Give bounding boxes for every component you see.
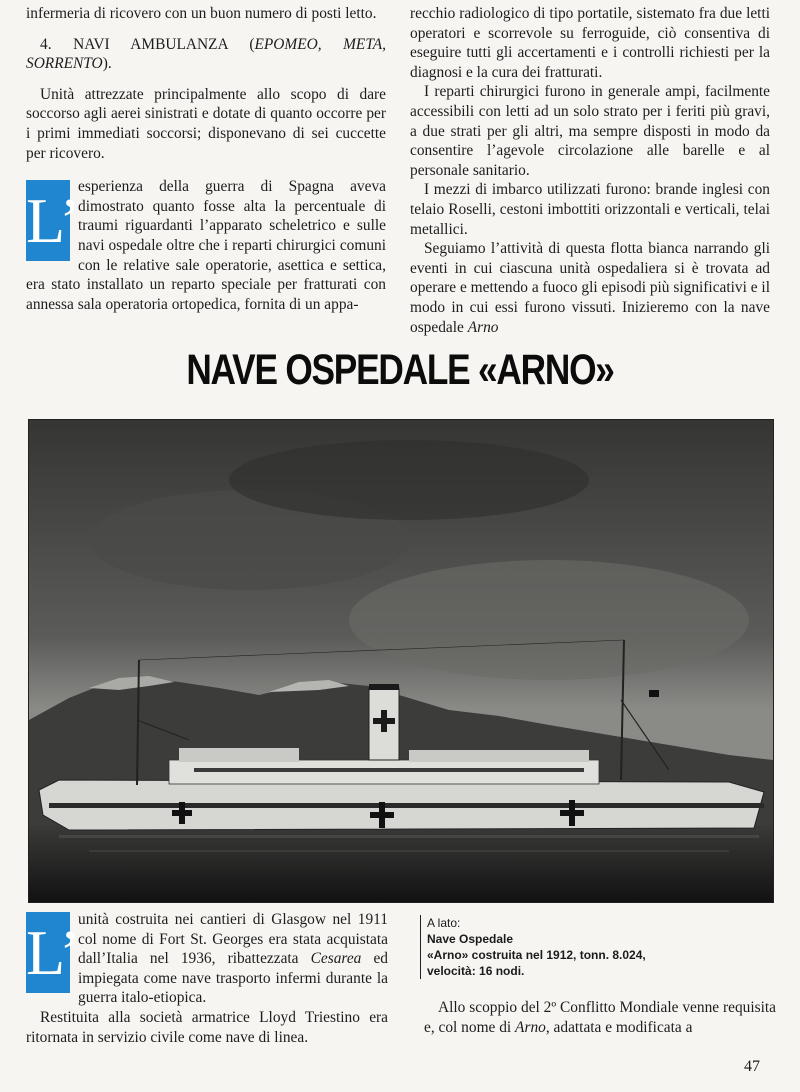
paragraph-text: esperienza della guerra di Spagna aveva dimostrato quanto fosse alta la percentuale di traumi riguardanti l’apparato scheletrico e sulle navi ospedale oltre che i reparti chirurgici comuni con le relative sale operatorie, asettica e settica, era stato installato un reparto speciale per fratturati con annessa sala operatoria ortopedica, fornita di un appa- bbox=[26, 178, 386, 313]
ship-name: Arno bbox=[515, 1018, 546, 1036]
paragraph-text: ed impiegata come nave trasporto infermi durante la guerra italo-etiopica. bbox=[78, 950, 388, 1007]
paragraph-text: unità costruita nei cantieri di Glasgow nel 1911 col nome di Fort St. Georges era stata acquistata dall’Italia nel 1936, ribattezzata bbox=[78, 911, 388, 968]
ship-name: Cesarea bbox=[310, 950, 362, 968]
section-number: 4. NAVI AMBULANZA ( bbox=[40, 35, 255, 53]
paragraph: I reparti chirurgici furono in generale ampi, facilmente accessibili con letti ad un solo strato per i feriti più gravi, a due strati per gli altri, ma sempre disposti in modo da consentire l’agevole circolazione alle barelle e al personale sanitario. bbox=[410, 83, 770, 179]
section-close: ). bbox=[102, 55, 112, 73]
ship-name: Arno bbox=[467, 318, 499, 336]
ship-photo-image bbox=[29, 420, 773, 902]
caption-line: velocità: 16 nodi. bbox=[427, 964, 525, 978]
paragraph: Restituita alla società armatrice Lloyd Triestino era ritornata in servizio civile come nave di linea. bbox=[26, 1008, 388, 1046]
caption-intro: A lato: bbox=[427, 916, 461, 930]
paragraph-with-dropcap bbox=[26, 910, 388, 1008]
right-column-top bbox=[410, 4, 770, 337]
left-column-top bbox=[26, 4, 386, 314]
section-ships: EPOMEO, META, SORRENTO bbox=[26, 35, 386, 73]
paragraph-text: Seguiamo l’attività di questa flotta bianca narrando gli eventi in cui ciascuna unità ospedaliera si è trovata ad operare e mettendo a fuoco gli episodi più significativi e il modo in cui essi furono vissuti. Inizieremo con la nave ospedale bbox=[410, 240, 770, 336]
page-title: NAVE OSPEDALE «ARNO» bbox=[186, 346, 614, 394]
photo-caption bbox=[420, 915, 787, 979]
paragraph: recchio radiologico di tipo portatile, sistemato fra due letti operatori e scorrevole su ferroguide, ciò consentiva di eseguire tutti gli accertamenti e i controlli richiesti per la diagnosi e la cura dei fratturati. bbox=[410, 5, 770, 81]
page-number: 47 bbox=[744, 1058, 760, 1075]
right-column-bottom bbox=[424, 998, 776, 1037]
caption-line: «Arno» costruita nel 1912, tonn. 8.024, bbox=[427, 948, 646, 962]
ship-photo bbox=[28, 419, 774, 903]
paragraph: I mezzi di imbarco utilizzati furono: brande inglesi con telaio Roselli, cestoni imbottiti orizzontali e verticali, telai metallici. bbox=[410, 181, 770, 238]
paragraph bbox=[410, 239, 770, 337]
caption-line: Nave Ospedale bbox=[427, 932, 514, 946]
left-column-bottom bbox=[26, 910, 388, 1047]
paragraph: Unità attrezzate principalmente allo scopo di dare soccorso agli aerei sinistrati e dotate di quanto occorre per i primi immediati soccorsi; disponevano di sei cuccette per ricovero. bbox=[26, 85, 386, 162]
paragraph bbox=[424, 998, 776, 1037]
dropcap: L’ bbox=[26, 180, 70, 261]
dropcap: L’ bbox=[26, 912, 70, 993]
paragraph-text: Allo scoppio del 2º Conflitto Mondiale venne requisita e, col nome di bbox=[424, 999, 776, 1036]
paragraph: infermeria di ricovero con un buon numero di posti letto. bbox=[26, 5, 377, 22]
paragraph-with-dropcap bbox=[26, 177, 386, 314]
paragraph-text: , adattata e modificata a bbox=[545, 1018, 693, 1036]
section-heading bbox=[26, 35, 386, 74]
